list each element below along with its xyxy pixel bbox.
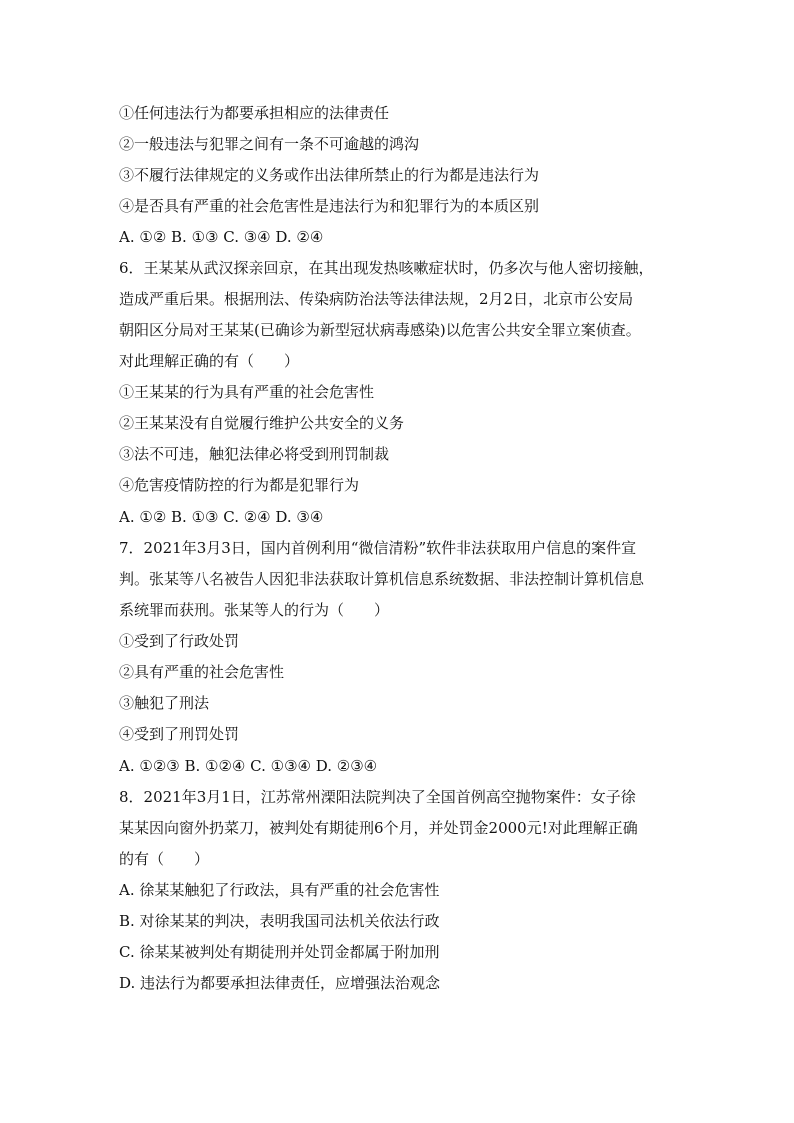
q6-option-3: ③法不可违，触犯法律必将受到刑罚制裁 [119,445,390,463]
q8-option-d: D. 违法行为都要承担法律责任，应增强法治观念 [119,974,441,992]
prev-question-option-3: ③不履行法律规定的义务或作出法律所禁止的行为都是违法行为 [119,166,540,184]
q6-stem-line-4: 对此理解正确的有（ ） [119,352,300,370]
q7-choices: A. ①②③ B. ①②④ C. ①③④ D. ②③④ [119,757,378,775]
q8-option-b: B. 对徐某某的判决，表明我国司法机关依法行政 [119,912,440,930]
q7-stem-line-2: 判。张某等八名被告人因犯非法获取计算机信息系统数据、非法控制计算机信息 [119,570,645,588]
q6-option-4: ④危害疫情防控的行为都是犯罪行为 [119,476,360,494]
prev-question-choices: A. ①② B. ①③ C. ③④ D. ②④ [119,228,324,246]
q7-stem-line-3: 系统罪而获刑。张某等人的行为（ ） [119,601,390,619]
q7-option-1: ①受到了行政处罚 [119,632,240,650]
q8-stem-line-1: 8．2021年3月1日，江苏常州溧阳法院判决了全国首例高空抛物案件：女子徐 [119,788,636,806]
q7-option-3: ③触犯了刑法 [119,694,210,712]
q6-option-2: ②王某某没有自觉履行维护公共安全的义务 [119,414,405,432]
q7-stem-line-1: 7．2021年3月3日，国内首例利用“微信清粉”软件非法获取用户信息的案件宣 [119,539,637,557]
q6-stem-line-3: 朝阳区分局对王某某(已确诊为新型冠状病毒感染)以危害公共安全罪立案侦查。 [119,321,641,339]
q6-stem-line-2: 造成严重后果。根据刑法、传染病防治法等法律法规，2月2日，北京市公安局 [119,290,634,308]
prev-question-option-1: ①任何违法行为都要承担相应的法律责任 [119,104,390,122]
prev-question-option-4: ④是否具有严重的社会危害性是违法行为和犯罪行为的本质区别 [119,197,540,215]
prev-question-option-2: ②一般违法与犯罪之间有一条不可逾越的鸿沟 [119,135,420,153]
q7-option-4: ④受到了刑罚处罚 [119,725,240,743]
q8-stem-line-2: 某某因向窗外扔菜刀，被判处有期徒刑6个月，并处罚金2000元!对此理解正确 [119,819,638,837]
q6-choices: A. ①② B. ①③ C. ②④ D. ③④ [119,508,324,526]
q8-stem-line-3: 的有（ ） [119,850,210,868]
q8-option-a: A. 徐某某触犯了行政法，具有严重的社会危害性 [119,881,440,899]
q7-option-2: ②具有严重的社会危害性 [119,663,285,681]
q6-option-1: ①王某某的行为具有严重的社会危害性 [119,383,375,401]
q8-option-c: C. 徐某某被判处有期徒刑并处罚金都属于附加刑 [119,943,440,961]
q6-stem-line-1: 6．王某某从武汉探亲回京，在其出现发热咳嗽症状时，仍多次与他人密切接触， [119,259,654,277]
